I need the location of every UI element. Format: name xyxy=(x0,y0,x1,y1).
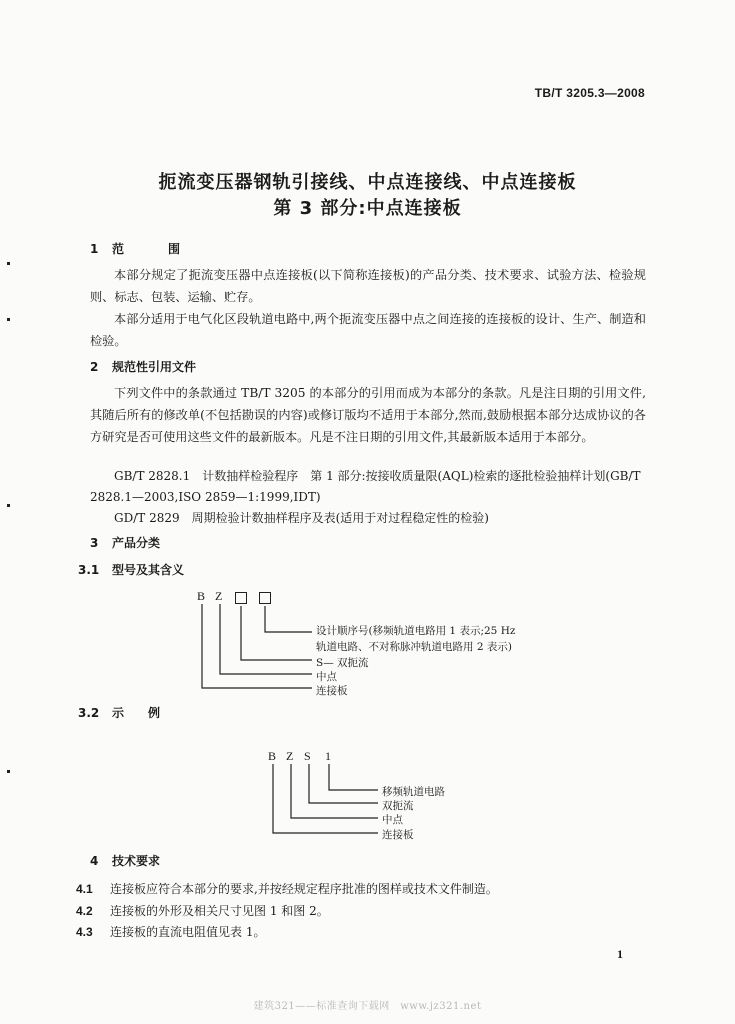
clause-text: 连接板应符合本部分的要求,并按经规定程序批准的图样或技术文件制造。 xyxy=(110,882,498,896)
subsection-3-2-heading xyxy=(78,704,160,721)
section-title: 范 围 xyxy=(112,242,197,256)
example-label-s: 双扼流 xyxy=(382,800,414,812)
title-line-1: 扼流变压器钢轨引接线、中点连接线、中点连接板 xyxy=(158,172,577,193)
clause-number: 4.2 xyxy=(76,904,93,918)
example-letter-s: S xyxy=(304,749,311,763)
model-label-z: 中点 xyxy=(316,671,337,683)
subsection-title: 示 例 xyxy=(112,706,161,720)
standard-number: TB/T 3205.3—2008 xyxy=(534,86,645,100)
example-label-b: 连接板 xyxy=(382,829,414,841)
reference-gb-2828: GB/T 2828.1 计数抽样检验程序 第 1 部分:按接收质量限(AQL)检索的逐批检验抽样计划(GB/T 2828.1—2003,ISO 2859—1:1999,IDT) xyxy=(90,469,641,504)
section-title: 规范性引用文件 xyxy=(112,360,197,374)
placeholder-box xyxy=(235,592,247,604)
example-letter-1: 1 xyxy=(325,749,331,763)
subsection-title: 型号及其含义 xyxy=(112,563,185,577)
example-label-one: 移频轨道电路 xyxy=(382,786,445,798)
example-letter-b: B xyxy=(268,749,277,763)
example-label-z: 中点 xyxy=(382,814,403,826)
title-line-2: 第 3 部分:中点连接板 xyxy=(273,198,462,219)
clause-number: 4.1 xyxy=(76,882,93,896)
clause-number: 4.3 xyxy=(76,925,93,939)
section-number: 2 xyxy=(90,360,99,374)
section-2-paragraph-1: 下列文件中的条款通过 TB/T 3205 的本部分的引用而成为本部分的条款。凡是注日期的引用文件,其随后所有的修改单(不包括勘误的内容)或修订版均不适用于本部分,然而,鼓励根据本部分达成协议的各方研究是否可使用这些文件的最新版本。凡是不注日期的引用文件,其最新版本适用于本部分。 xyxy=(90,386,646,444)
watermark-footer: 建筑321——标准查询下载网 www.jz321.net xyxy=(253,1001,482,1012)
model-label-b: 连接板 xyxy=(316,685,348,697)
section-1-paragraph-1: 本部分规定了扼流变压器中点连接板(以下简称连接板)的产品分类、技术要求、试验方法、检验规则、标志、包装、运输、贮存。 xyxy=(90,268,646,304)
section-number: 4 xyxy=(90,854,99,868)
section-number: 1 xyxy=(90,242,99,256)
model-label-seq-line2: 轨道电路、不对称脉冲轨道电路用 2 表示) xyxy=(316,641,512,653)
section-number: 3 xyxy=(90,536,99,550)
clause-4-1 xyxy=(76,880,498,897)
clause-4-3 xyxy=(76,923,265,940)
section-1-paragraph-2: 本部分适用于电气化区段轨道电路中,两个扼流变压器中点之间连接的连接板的设计、生产、制造和检验。 xyxy=(90,312,646,348)
reference-gd-2829: GD/T 2829 周期检验计数抽样程序及表(适用于对过程稳定性的检验) xyxy=(114,511,489,525)
example-letter-z: Z xyxy=(286,749,294,763)
section-4-heading xyxy=(90,852,160,869)
clause-4-2 xyxy=(76,902,329,919)
model-letter-z: Z xyxy=(215,589,223,603)
model-label-s: S— 双扼流 xyxy=(316,657,369,669)
clause-text: 连接板的直流电阻值见表 1。 xyxy=(110,925,266,939)
placeholder-box xyxy=(259,592,271,604)
subsection-number: 3.2 xyxy=(78,706,100,720)
clause-text: 连接板的外形及相关尺寸见图 1 和图 2。 xyxy=(110,904,329,918)
model-label-seq-line1: 设计顺序号(移频轨道电路用 1 表示;25 Hz xyxy=(316,625,516,637)
section-title: 技术要求 xyxy=(112,854,161,868)
section-title: 产品分类 xyxy=(112,536,161,550)
page-number: 1 xyxy=(617,947,623,961)
subsection-number: 3.1 xyxy=(78,563,100,577)
model-letter-b: B xyxy=(197,589,206,603)
